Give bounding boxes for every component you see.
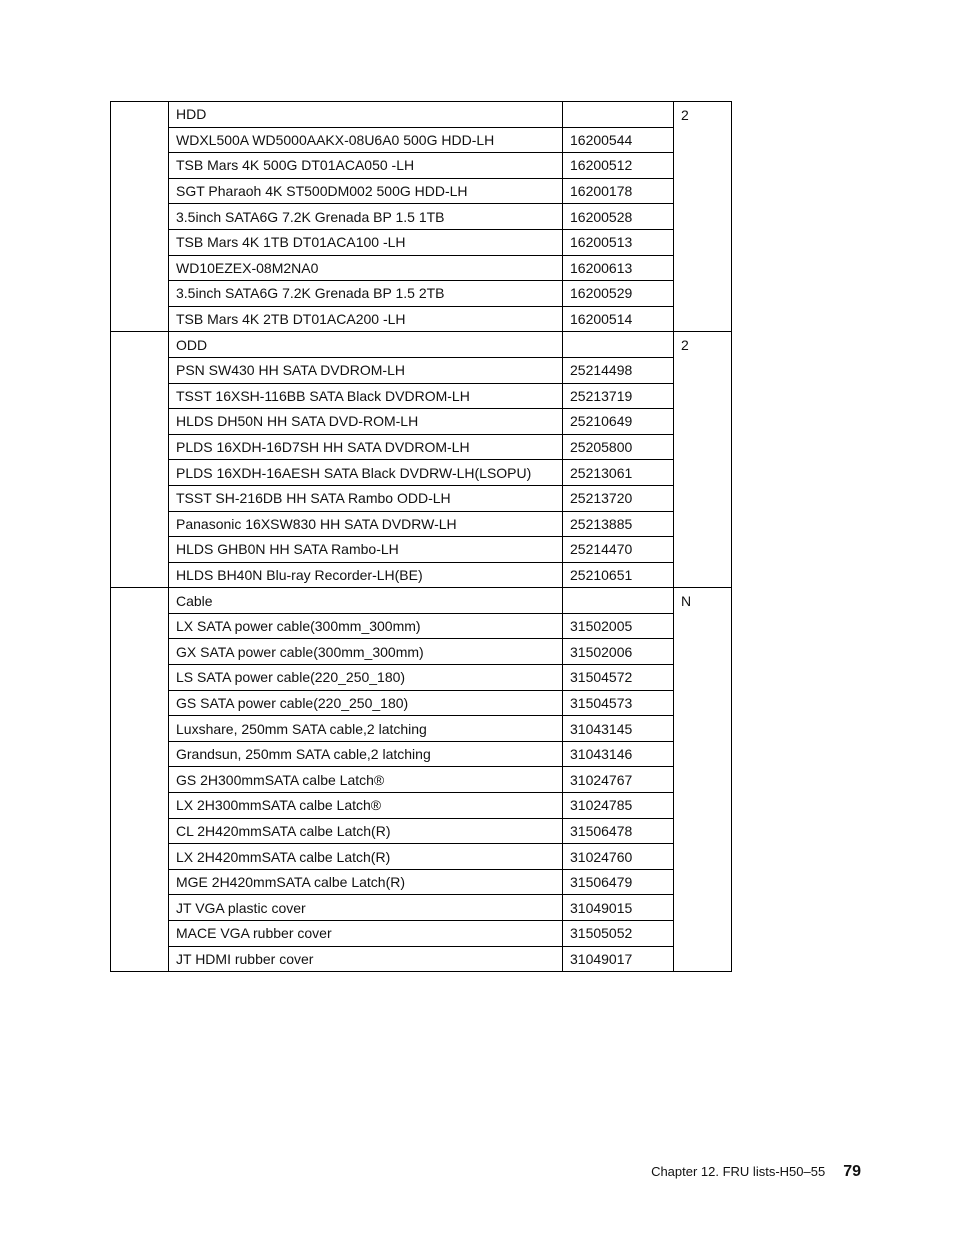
- table-row: [111, 895, 732, 921]
- table-row: [111, 818, 732, 844]
- fru-part-number: 16200512: [563, 153, 674, 179]
- fru-part-number: 25210651: [563, 562, 674, 588]
- fru-part-number: 31502006: [563, 639, 674, 665]
- fru-description: LS SATA power cable(220_250_180): [169, 665, 563, 691]
- section-part-cell: [563, 332, 674, 358]
- fru-part-number: 31504573: [563, 690, 674, 716]
- fru-part-number: 31043145: [563, 716, 674, 742]
- fru-table-body: [111, 102, 732, 972]
- table-row: [111, 153, 732, 179]
- fru-description: TSB Mars 4K 500G DT01ACA050 -LH: [169, 153, 563, 179]
- fru-part-number: 31043146: [563, 741, 674, 767]
- table-row: [111, 793, 732, 819]
- fru-description: GS 2H300mmSATA calbe Latch®: [169, 767, 563, 793]
- table-row: [111, 639, 732, 665]
- fru-part-number: 31049015: [563, 895, 674, 921]
- fru-description: HLDS GHB0N HH SATA Rambo-LH: [169, 537, 563, 563]
- fru-description: Grandsun, 250mm SATA cable,2 latching: [169, 741, 563, 767]
- table-row: [111, 409, 732, 435]
- fru-description: 3.5inch SATA6G 7.2K Grenada BP 1.5 2TB: [169, 281, 563, 307]
- fru-description: JT HDMI rubber cover: [169, 946, 563, 972]
- fru-description: TSB Mars 4K 2TB DT01ACA200 -LH: [169, 306, 563, 332]
- fru-part-number: 16200528: [563, 204, 674, 230]
- fru-part-number: 25213061: [563, 460, 674, 486]
- fru-part-number: 31024767: [563, 767, 674, 793]
- fru-part-number: 25213720: [563, 485, 674, 511]
- fru-part-number: 25213885: [563, 511, 674, 537]
- fru-description: PLDS 16XDH-16D7SH HH SATA DVDROM-LH: [169, 434, 563, 460]
- table-row: [111, 204, 732, 230]
- section-part-cell: [563, 588, 674, 614]
- fru-description: HLDS BH40N Blu-ray Recorder-LH(BE): [169, 562, 563, 588]
- fru-part-number: 25214470: [563, 537, 674, 563]
- table-row: [111, 921, 732, 947]
- table-row: [111, 434, 732, 460]
- section-header-row: [111, 588, 732, 614]
- section-title: HDD: [169, 102, 563, 128]
- table-row: [111, 562, 732, 588]
- fru-part-number: 25205800: [563, 434, 674, 460]
- table-row: [111, 485, 732, 511]
- fru-description: TSST SH-216DB HH SATA Rambo ODD-LH: [169, 485, 563, 511]
- fru-part-number: 16200178: [563, 178, 674, 204]
- table-row: [111, 946, 732, 972]
- table-row: [111, 357, 732, 383]
- section-qty: 2: [674, 332, 732, 588]
- fru-description: TSB Mars 4K 1TB DT01ACA100 -LH: [169, 229, 563, 255]
- fru-description: WD10EZEX-08M2NA0: [169, 255, 563, 281]
- fru-description: TSST 16XSH-116BB SATA Black DVDROM-LH: [169, 383, 563, 409]
- fru-part-number: 16200613: [563, 255, 674, 281]
- fru-part-number: 31024785: [563, 793, 674, 819]
- fru-part-number: 31506478: [563, 818, 674, 844]
- fru-part-number: 31502005: [563, 613, 674, 639]
- table-row: [111, 537, 732, 563]
- table-row: [111, 511, 732, 537]
- table-row: [111, 229, 732, 255]
- fru-part-number: 16200529: [563, 281, 674, 307]
- table-row: [111, 690, 732, 716]
- fru-part-number: 25214498: [563, 357, 674, 383]
- table-row: [111, 844, 732, 870]
- table-row: [111, 869, 732, 895]
- table-row: [111, 460, 732, 486]
- section-blank-cell: [111, 332, 169, 588]
- section-qty: 2: [674, 102, 732, 332]
- table-row: [111, 383, 732, 409]
- fru-description: Panasonic 16XSW830 HH SATA DVDRW-LH: [169, 511, 563, 537]
- fru-description: LX 2H300mmSATA calbe Latch®: [169, 793, 563, 819]
- section-qty: N: [674, 588, 732, 972]
- fru-description: LX 2H420mmSATA calbe Latch(R): [169, 844, 563, 870]
- fru-description: MGE 2H420mmSATA calbe Latch(R): [169, 869, 563, 895]
- fru-description: JT VGA plastic cover: [169, 895, 563, 921]
- fru-description: PSN SW430 HH SATA DVDROM-LH: [169, 357, 563, 383]
- fru-part-number: 31504572: [563, 665, 674, 691]
- section-title: Cable: [169, 588, 563, 614]
- section-title: ODD: [169, 332, 563, 358]
- table-row: [111, 665, 732, 691]
- fru-description: MACE VGA rubber cover: [169, 921, 563, 947]
- fru-description: WDXL500A WD5000AAKX-08U6A0 500G HDD-LH: [169, 127, 563, 153]
- fru-description: LX SATA power cable(300mm_300mm): [169, 613, 563, 639]
- fru-part-number: 25213719: [563, 383, 674, 409]
- table-row: [111, 281, 732, 307]
- section-header-row: [111, 102, 732, 128]
- page-number: 79: [843, 1163, 861, 1180]
- table-row: [111, 127, 732, 153]
- fru-part-number: 31049017: [563, 946, 674, 972]
- fru-part-number: 31024760: [563, 844, 674, 870]
- fru-table: [110, 101, 732, 972]
- fru-description: PLDS 16XDH-16AESH SATA Black DVDRW-LH(LSOPU): [169, 460, 563, 486]
- fru-part-number: 25210649: [563, 409, 674, 435]
- fru-description: Luxshare, 250mm SATA cable,2 latching: [169, 716, 563, 742]
- section-part-cell: [563, 102, 674, 128]
- fru-description: CL 2H420mmSATA calbe Latch(R): [169, 818, 563, 844]
- fru-part-number: 16200544: [563, 127, 674, 153]
- fru-part-number: 31506479: [563, 869, 674, 895]
- fru-part-number: 16200514: [563, 306, 674, 332]
- fru-description: GX SATA power cable(300mm_300mm): [169, 639, 563, 665]
- table-row: [111, 716, 732, 742]
- footer-chapter: Chapter 12. FRU lists-H50–55: [651, 1164, 826, 1179]
- section-blank-cell: [111, 588, 169, 972]
- table-row: [111, 741, 732, 767]
- section-blank-cell: [111, 102, 169, 332]
- fru-description: GS SATA power cable(220_250_180): [169, 690, 563, 716]
- fru-description: SGT Pharaoh 4K ST500DM002 500G HDD-LH: [169, 178, 563, 204]
- fru-part-number: 16200513: [563, 229, 674, 255]
- fru-description: 3.5inch SATA6G 7.2K Grenada BP 1.5 1TB: [169, 204, 563, 230]
- table-row: [111, 255, 732, 281]
- table-row: [111, 306, 732, 332]
- table-row: [111, 178, 732, 204]
- section-header-row: [111, 332, 732, 358]
- table-row: [111, 767, 732, 793]
- page-footer: [651, 1163, 861, 1181]
- fru-description: HLDS DH50N HH SATA DVD-ROM-LH: [169, 409, 563, 435]
- table-row: [111, 613, 732, 639]
- fru-part-number: 31505052: [563, 921, 674, 947]
